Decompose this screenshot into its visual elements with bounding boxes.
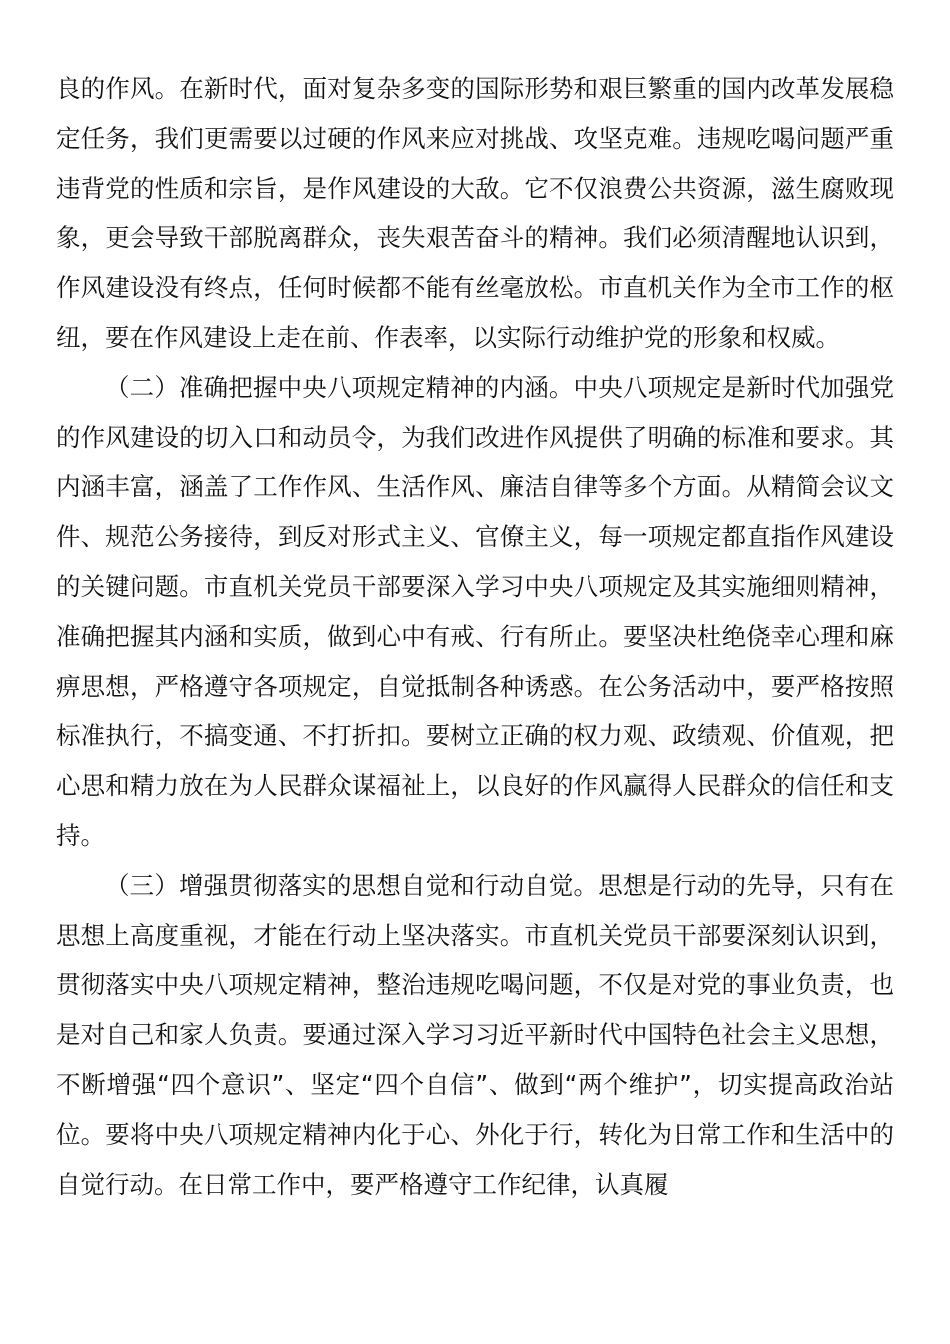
document-page [56,64,894,1209]
paragraph-continuation: 良的作风。在新时代，面对复杂多变的国际形势和艰巨繁重的国内改革发展稳定任务，我们更需要以过硬的作风来应对挑战、攻坚克难。违规吃喝问题严重违背党的性质和宗旨，是作风建设的大敌。它不仅浪费公共资源，滋生腐败现象，更会导致干部脱离群众，丧失艰苦奋斗的精神。我们必须清醒地认识到，作风建设没有终点，任何时候都不能有丝毫放松。市直机关作为全市工作的枢纽，要在作风建设上走在前、作表率，以实际行动维护党的形象和权威。 [56,74,894,352]
paragraph-section-three: （三）增强贯彻落实的思想自觉和行动自觉。思想是行动的先导，只有在思想上高度重视，才能在行动上坚决落实。市直机关党员干部要深刻认识到，贯彻落实中央八项规定精神，整治违规吃喝问题，不仅是对党的事业负责，也是对自己和家人负责。要通过深入学习习近平新时代中国特色社会主义思想，不断增强“四个意识”、坚定“四个自信”、做到“两个维护”，切实提高政治站位。要将中央八项规定精神内化于心、外化于行，转化为日常工作和生活中的自觉行动。在日常工作中，要严格遵守工作纪律，认真履 [56,870,894,1199]
paragraph-section-two: （二）准确把握中央八项规定精神的内涵。中央八项规定是新时代加强党的作风建设的切入口和动员令，为我们改进作风提供了明确的标准和要求。其内涵丰富，涵盖了工作作风、生活作风、廉洁自律等多个方面。从精简会议文件、规范公务接待，到反对形式主义、官僚主义，每一项规定都直指作风建设的关键问题。市直机关党员干部要深入学习中央八项规定及其实施细则精神，准确把握其内涵和实质，做到心中有戒、行有所止。要坚决杜绝侥幸心理和麻痹思想，严格遵守各项规定，自觉抵制各种诱惑。在公务活动中，要严格按照标准执行，不搞变通、不打折扣。要树立正确的权力观、政绩观、价值观，把心思和精力放在为人民群众谋福祉上，以良好的作风赢得人民群众的信任和支持。 [56,372,894,850]
